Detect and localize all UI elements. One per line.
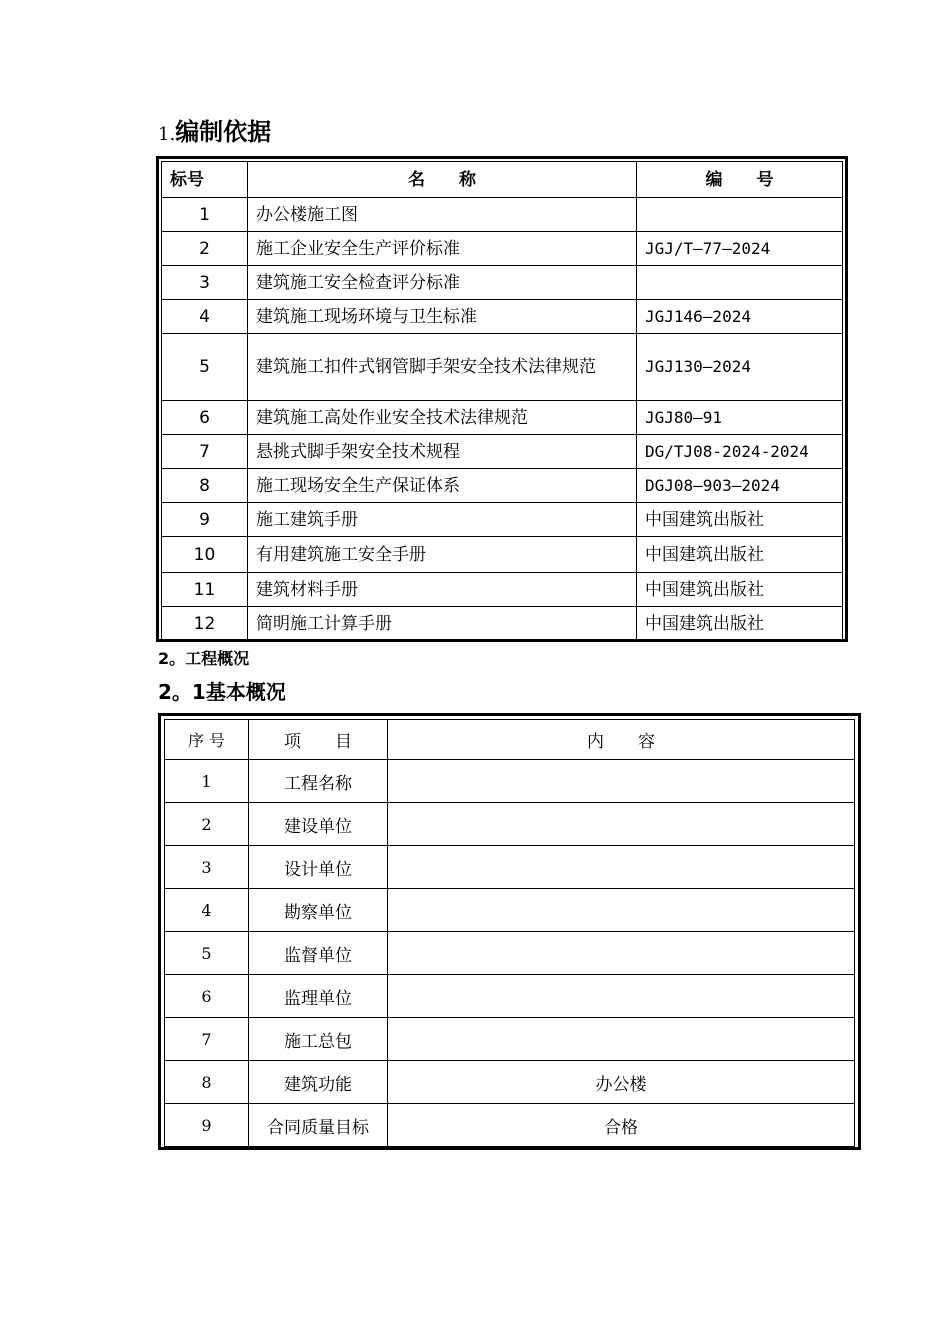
- row-content: [388, 889, 855, 932]
- row-no: 8: [162, 469, 248, 503]
- row-item: 监理单位: [249, 975, 388, 1018]
- table-row: [165, 1018, 855, 1061]
- table-row: [165, 932, 855, 975]
- table-row: [162, 198, 843, 232]
- standards-table-header: [162, 162, 843, 198]
- header-no: 标号: [162, 162, 248, 198]
- row-item: 工程名称: [249, 760, 388, 803]
- row-content: 合格: [388, 1104, 855, 1147]
- table-row: [165, 846, 855, 889]
- row-no: 9: [165, 1104, 249, 1147]
- row-content: [388, 846, 855, 889]
- row-name: 有用建筑施工安全手册: [248, 537, 637, 573]
- row-name: 建筑施工现场环境与卫生标准: [248, 300, 637, 334]
- table-row: [162, 401, 843, 435]
- row-code: [637, 198, 843, 232]
- table-row: [165, 1104, 855, 1147]
- row-no: 5: [162, 334, 248, 401]
- row-content: [388, 975, 855, 1018]
- overview-table-frame: [158, 713, 861, 1150]
- row-no: 4: [165, 889, 249, 932]
- section-1-title: 编制依据: [175, 118, 272, 146]
- table-row: [165, 803, 855, 846]
- row-name: 办公楼施工图: [248, 198, 637, 232]
- table-row: [162, 537, 843, 573]
- header-name: 名 称: [248, 162, 637, 198]
- row-code: JGJ146—2024: [637, 300, 843, 334]
- table-row: [162, 300, 843, 334]
- section-2-heading: 2。工程概况: [158, 649, 250, 668]
- row-content: [388, 760, 855, 803]
- row-name: 建筑施工安全检查评分标准: [248, 266, 637, 300]
- table-row: [162, 573, 843, 607]
- table-row: [165, 889, 855, 932]
- row-code: 中国建筑出版社: [637, 503, 843, 537]
- row-content: 办公楼: [388, 1061, 855, 1104]
- row-item: 勘察单位: [249, 889, 388, 932]
- header-content: 内 容: [388, 720, 855, 760]
- row-no: 11: [162, 573, 248, 607]
- row-no: 2: [165, 803, 249, 846]
- row-no: 4: [162, 300, 248, 334]
- row-no: 7: [162, 435, 248, 469]
- row-name: 施工现场安全生产保证体系: [248, 469, 637, 503]
- section-1-number: 1.: [158, 124, 176, 145]
- row-name: 简明施工计算手册: [248, 607, 637, 641]
- row-item: 合同质量目标: [249, 1104, 388, 1147]
- row-item: 设计单位: [249, 846, 388, 889]
- row-content: [388, 932, 855, 975]
- table-row: [162, 266, 843, 300]
- header-item: 项 目: [249, 720, 388, 760]
- row-no: 12: [162, 607, 248, 641]
- row-item: 建筑功能: [249, 1061, 388, 1104]
- row-item: 施工总包: [249, 1018, 388, 1061]
- table-row: [162, 435, 843, 469]
- row-code: 中国建筑出版社: [637, 537, 843, 573]
- table-row: [162, 232, 843, 266]
- row-code: [637, 266, 843, 300]
- table-row: [162, 503, 843, 537]
- row-no: 6: [162, 401, 248, 435]
- row-no: 1: [165, 760, 249, 803]
- row-code: DGJ08—903—2024: [637, 469, 843, 503]
- row-no: 1: [162, 198, 248, 232]
- row-code: JGJ80—91: [637, 401, 843, 435]
- row-name: 建筑施工扣件式钢管脚手架安全技术法律规范: [248, 334, 637, 401]
- row-name: 悬挑式脚手架安全技术规程: [248, 435, 637, 469]
- row-no: 3: [165, 846, 249, 889]
- table-row: [162, 469, 843, 503]
- table-row: [165, 760, 855, 803]
- section-1-heading: [158, 112, 271, 147]
- row-item: 监督单位: [249, 932, 388, 975]
- row-code: 中国建筑出版社: [637, 573, 843, 607]
- header-code: 编 号: [637, 162, 843, 198]
- row-name: 施工建筑手册: [248, 503, 637, 537]
- table-row: [162, 334, 843, 401]
- row-item: 建设单位: [249, 803, 388, 846]
- overview-table: [164, 719, 855, 1147]
- overview-table-header: [165, 720, 855, 760]
- row-no: 7: [165, 1018, 249, 1061]
- row-code: 中国建筑出版社: [637, 607, 843, 641]
- row-content: [388, 803, 855, 846]
- table-row: [162, 607, 843, 641]
- row-code: JGJ130—2024: [637, 334, 843, 401]
- row-no: 8: [165, 1061, 249, 1104]
- row-no: 3: [162, 266, 248, 300]
- row-no: 10: [162, 537, 248, 573]
- standards-table: [161, 161, 843, 641]
- table-row: [165, 975, 855, 1018]
- row-no: 5: [165, 932, 249, 975]
- header-no: 序 号: [165, 720, 249, 760]
- row-no: 9: [162, 503, 248, 537]
- row-no: 6: [165, 975, 249, 1018]
- row-name: 建筑施工高处作业安全技术法律规范: [248, 401, 637, 435]
- row-name: 建筑材料手册: [248, 573, 637, 607]
- table-row: [165, 1061, 855, 1104]
- row-code: JGJ/T—77—2024: [637, 232, 843, 266]
- row-name: 施工企业安全生产评价标准: [248, 232, 637, 266]
- row-code: DG/TJ08-2024-2024: [637, 435, 843, 469]
- standards-table-frame: [156, 156, 848, 642]
- row-content: [388, 1018, 855, 1061]
- row-no: 2: [162, 232, 248, 266]
- section-2-1-heading: 2。1基本概况: [158, 680, 286, 704]
